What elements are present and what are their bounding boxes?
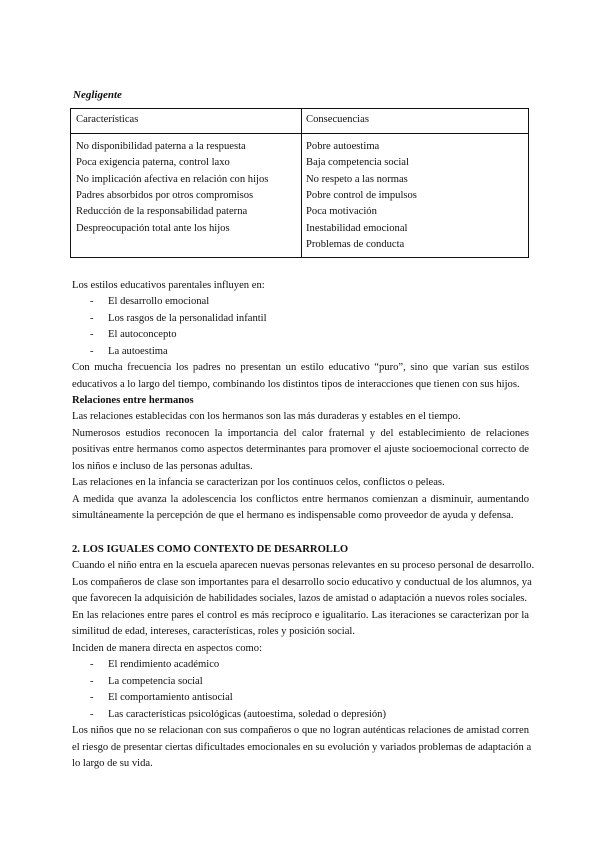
table-header-divider	[71, 133, 528, 134]
hermanos-paragraph: Las relaciones en la infancia se caracterizan por los continuos celos, conflictos o peleas.	[72, 477, 445, 488]
list-item: La competencia social	[108, 676, 203, 687]
consecuencia-item: Poca motivación	[306, 206, 377, 218]
caracteristica-item: No disponibilidad paterna a la respuesta	[76, 141, 246, 152]
iguales-paragraph-line: Los niños que no se relacionan con sus compañeros o que no logran auténticas relaciones de amistad corren	[72, 725, 529, 736]
negligente-table	[70, 108, 529, 258]
bullet-marker: -	[90, 692, 94, 703]
list-item: Los rasgos de la personalidad infantil	[108, 313, 267, 324]
iguales-paragraph-line: que favorecen la adquisición de habilidades sociales, lazos de amistad o adaptación a nuevos roles sociales.	[72, 593, 528, 604]
hermanos-paragraph-line: A medida que avanza la adolescencia los conflictos entre hermanos comienzan a disminuir, aumentando	[72, 494, 529, 505]
hermanos-paragraph-line: los niños e incluso de las personas adultas.	[72, 461, 253, 472]
negligente-title: Negligente	[73, 89, 122, 101]
iguales-paragraph: Inciden de manera directa en aspectos como:	[72, 643, 263, 654]
caracteristica-item: Poca exigencia paterna, control laxo	[76, 157, 230, 169]
list-item: La autoestima	[108, 346, 168, 357]
list-item: Las características psicológicas (autoestima, soledad o depresión)	[108, 709, 386, 720]
caracteristica-item: Reducción de la responsabilidad paterna	[76, 206, 248, 218]
estilos-paragraph-line: Con mucha frecuencia los padres no presentan un estilo educativo “puro”, sino que varían sus estilos	[72, 362, 529, 373]
header-caracteristicas: Características	[76, 114, 139, 125]
consecuencia-item: Inestabilidad emocional	[306, 222, 408, 234]
caracteristica-item: Padres absorbidos por otros compromisos	[76, 189, 254, 201]
iguales-heading: 2. LOS IGUALES COMO CONTEXTO DE DESARROLLO	[72, 544, 349, 555]
list-item: El rendimiento académico	[108, 659, 220, 670]
header-consecuencias: Consecuencias	[306, 114, 369, 125]
bullet-marker: -	[90, 296, 94, 307]
hermanos-paragraph-line: positivas entre hermanos como aspectos determinantes para promover el ajuste socioemocional correcto de	[72, 444, 529, 455]
estilos-intro: Los estilos educativos parentales influyen en:	[72, 280, 265, 291]
hermanos-paragraph-line: Numerosos estudios reconocen la importancia del calor fraternal y del establecimiento de relaciones	[72, 428, 529, 439]
iguales-paragraph: Cuando el niño entra en la escuela aparecen nuevas personas relevantes en su proceso personal de desarrollo.	[72, 560, 535, 571]
hermanos-paragraph: Las relaciones establecidas con los hermanos son las más duraderas y estables en el tiempo.	[72, 411, 461, 422]
estilos-paragraph-line: educativos a lo largo del tiempo, combinando los distintos tipos de interacciones que tienen con sus hijos.	[72, 379, 520, 390]
list-item: El comportamiento antisocial	[108, 692, 233, 703]
bullet-marker: -	[90, 346, 94, 357]
table-column-divider	[301, 109, 302, 257]
iguales-paragraph-line: el riesgo de presentar ciertas dificultades emocionales en su evolución y variados problemas de adaptación a	[72, 742, 532, 753]
consecuencia-item: Baja competencia social	[306, 157, 409, 169]
caracteristica-item: Despreocupación total ante los hijos	[76, 222, 230, 234]
iguales-paragraph-line: similitud de edad, intereses, características, roles y posición social.	[72, 626, 356, 637]
consecuencia-item: Pobre control de impulsos	[306, 189, 417, 201]
list-item: El autoconcepto	[108, 329, 177, 340]
iguales-paragraph-line: Los compañeros de clase son importantes para el desarrollo socio educativo y conductual de los alumnos, ya	[72, 577, 532, 588]
bullet-marker: -	[90, 676, 94, 687]
consecuencia-item: Problemas de conducta	[306, 238, 405, 250]
iguales-paragraph-line: lo largo de su vida.	[72, 758, 153, 769]
bullet-marker: -	[90, 659, 94, 670]
caracteristica-item: No implicación afectiva en relación con hijos	[76, 173, 269, 185]
bullet-marker: -	[90, 313, 94, 324]
consecuencia-item: Pobre autoestima	[306, 141, 380, 152]
bullet-marker: -	[90, 709, 94, 720]
bullet-marker: -	[90, 329, 94, 340]
consecuencia-item: No respeto a las normas	[306, 173, 408, 185]
hermanos-paragraph-line: simultáneamente la percepción de que el hermano es indispensable como proveedor de ayuda y defensa.	[72, 510, 514, 521]
hermanos-heading: Relaciones entre hermanos	[72, 395, 194, 406]
list-item: El desarrollo emocional	[108, 296, 210, 307]
iguales-paragraph-line: En las relaciones entre pares el control es más recíproco e igualitario. Las iteraciones se caracterizan por la	[72, 610, 529, 621]
